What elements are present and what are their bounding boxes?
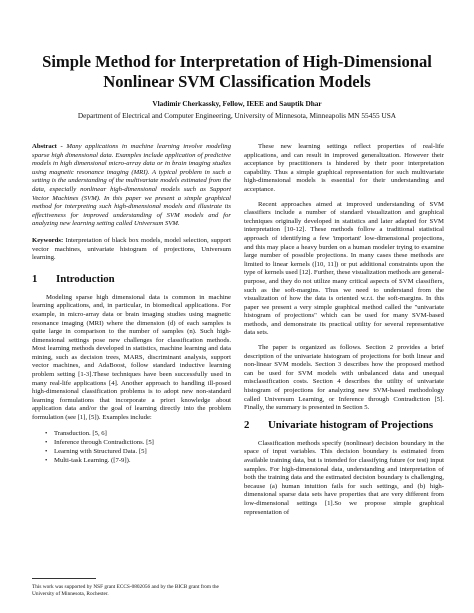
right-column xyxy=(244,143,444,523)
section-title: Introduction xyxy=(56,272,115,285)
list-item: • Learning with Structured Data. [5] xyxy=(54,447,231,456)
paper-authors: Vladimir Cherkassky, Fellow, IEEE and Sauptik Dhar xyxy=(152,99,322,108)
paragraph: Classification methods specify (nonlinear) decision boundary in the space of input variables. This decision boundary is estimated from available training data, but is intended for classifying future (or test) input samples. For high-dimensional data, understanding and interpretation of both the training data and the estimated decision boundary is challenging, because (a) human intuition fails for such settings, and (b) high-dimensional sparse data sets have properties that are very different from low-dimensional settings [1].So we propose simple graphical representation of xyxy=(244,439,444,516)
list-item: • Transduction. [5, 6] xyxy=(54,429,231,438)
list-item: • Multi-task Learning. ([7-9]). xyxy=(54,456,231,465)
paper-affiliation: Department of Electrical and Computer Engineering, University of Minnesota, Minneapolis MN 55455 USA xyxy=(77,111,397,120)
paragraph: The paper is organized as follows. Section 2 provides a brief description of the univariate histogram of projections for both linear and non-linear SVM models. Section 3 describes how the proposed method can be used for SVM models with unbalanced data and unequal misclassification costs. Section 4 describes the utility of univariate histogram of projections for analyzing new SVM-based methodology called Universum Learning, or Inference through Contradiction [5]. Finally, the summary is presented in Section 5. xyxy=(244,344,444,412)
keywords-text: Interpretation of black box models, model selection, support vector machines, univariate histogram of projections, Universum learning. xyxy=(32,236,232,262)
list-item: • Inference through Contradictions. [5] xyxy=(54,438,231,447)
paragraph: Modeling sparse high dimensional data is common in machine learning applications, and, in particular, in biomedical applications. For example, in micro-array data or brain imaging studies using magnetic resonance imaging (MRI) where the dimension (d) of each samples is quite large in comparison to the number of samples (n). Such high-dimensional settings pose new challenges for classification methods. Most learning methods developed in statistics, machine learning and data mining, such as decision trees, MARS, discriminant analysis, support vector machines, and AdaBoost, follow standard inductive learning problem setting [1-3].These techniques have been successfully used in many real-life applications [4]. Another approach to handling ill-posed high-dimensional classification problems is to adopt new non-standard learning formulations that incorporate a priori knowledge about application data and/or the goal of learning directly into the problem formulation (see [1], [5]). Examples include: xyxy=(32,293,231,422)
footnote-divider xyxy=(32,578,96,579)
footnote: This work was supported by NSF grant ECCS-0802056 and by the BICB grant from the University of Minnesota, Rochester. xyxy=(32,584,219,597)
abstract xyxy=(32,143,231,229)
keywords-label: Keywords: xyxy=(32,236,64,244)
section-heading-introduction xyxy=(32,273,231,286)
section-heading-univariate-histogram xyxy=(244,419,444,432)
paragraph: These new learning settings reflect properties of real-life applications, and can result in improved generalization. However their acceptance by practitioners is hindered by their poor interpretation capability. Thus a simple graphical representation for such multivariate high-dimensional models is essential for their understanding and acceptance. xyxy=(244,143,444,193)
examples-list xyxy=(32,429,231,466)
section-title: Univariate histogram of Projections xyxy=(268,418,434,431)
paragraph: Recent approaches aimed at improved understanding of SVM classifiers include a number of standard visualization and graphical techniques originally developed in statistics and later adapted for SVM interpretation [10-12]. These methods follow a traditional statistical approach of identifying a few 'important' low-dimensional projections, and this may place a heavy burden on a human modeler trying to examine large number of possible projections. In many cases these methods are limited to linear kernels ([10, 11]) or put additional constraints upon the type of kernels used [12]. Further, these visualization methods are general-purpose, and they do not utilize many critical aspects of SVM classifiers, such as the soft-margins. Thus we need to understand from the visualization of how the data is oriented w.r.t. the soft-margins. In this paper we present a very simple graphical method called the "univariate histogram of projections" which can be used for many SVM-based methods, and demonstrate its practical utility for several representative data sets. xyxy=(244,200,444,337)
section-number: 1 xyxy=(32,272,38,285)
left-column xyxy=(32,143,231,465)
section-number: 2 xyxy=(244,418,250,431)
keywords xyxy=(32,237,231,263)
paper-title: Simple Method for Interpretation of High-Dimensional Nonlinear SVM Classification Models xyxy=(42,52,432,91)
abstract-text: Many applications in machine learning involve modeling sparse high dimensional data. Examples include application of predictive models in high dimensional micro-array data or in brain imaging studies using magnetic resonance imaging (MRI). A typical problem in such a setting is the understanding of the multivariate models estimated from the data, especially nonlinear high-dimensional models such as Support Vector Machines (SVM). In this paper we present a simple graphical method for interpreting such high-dimensional models and illustrate its effectiveness for improved understanding of SVM models and for analyzing new learning setting called Universum SVM. xyxy=(32,143,231,228)
abstract-label: Abstract - xyxy=(32,143,63,150)
